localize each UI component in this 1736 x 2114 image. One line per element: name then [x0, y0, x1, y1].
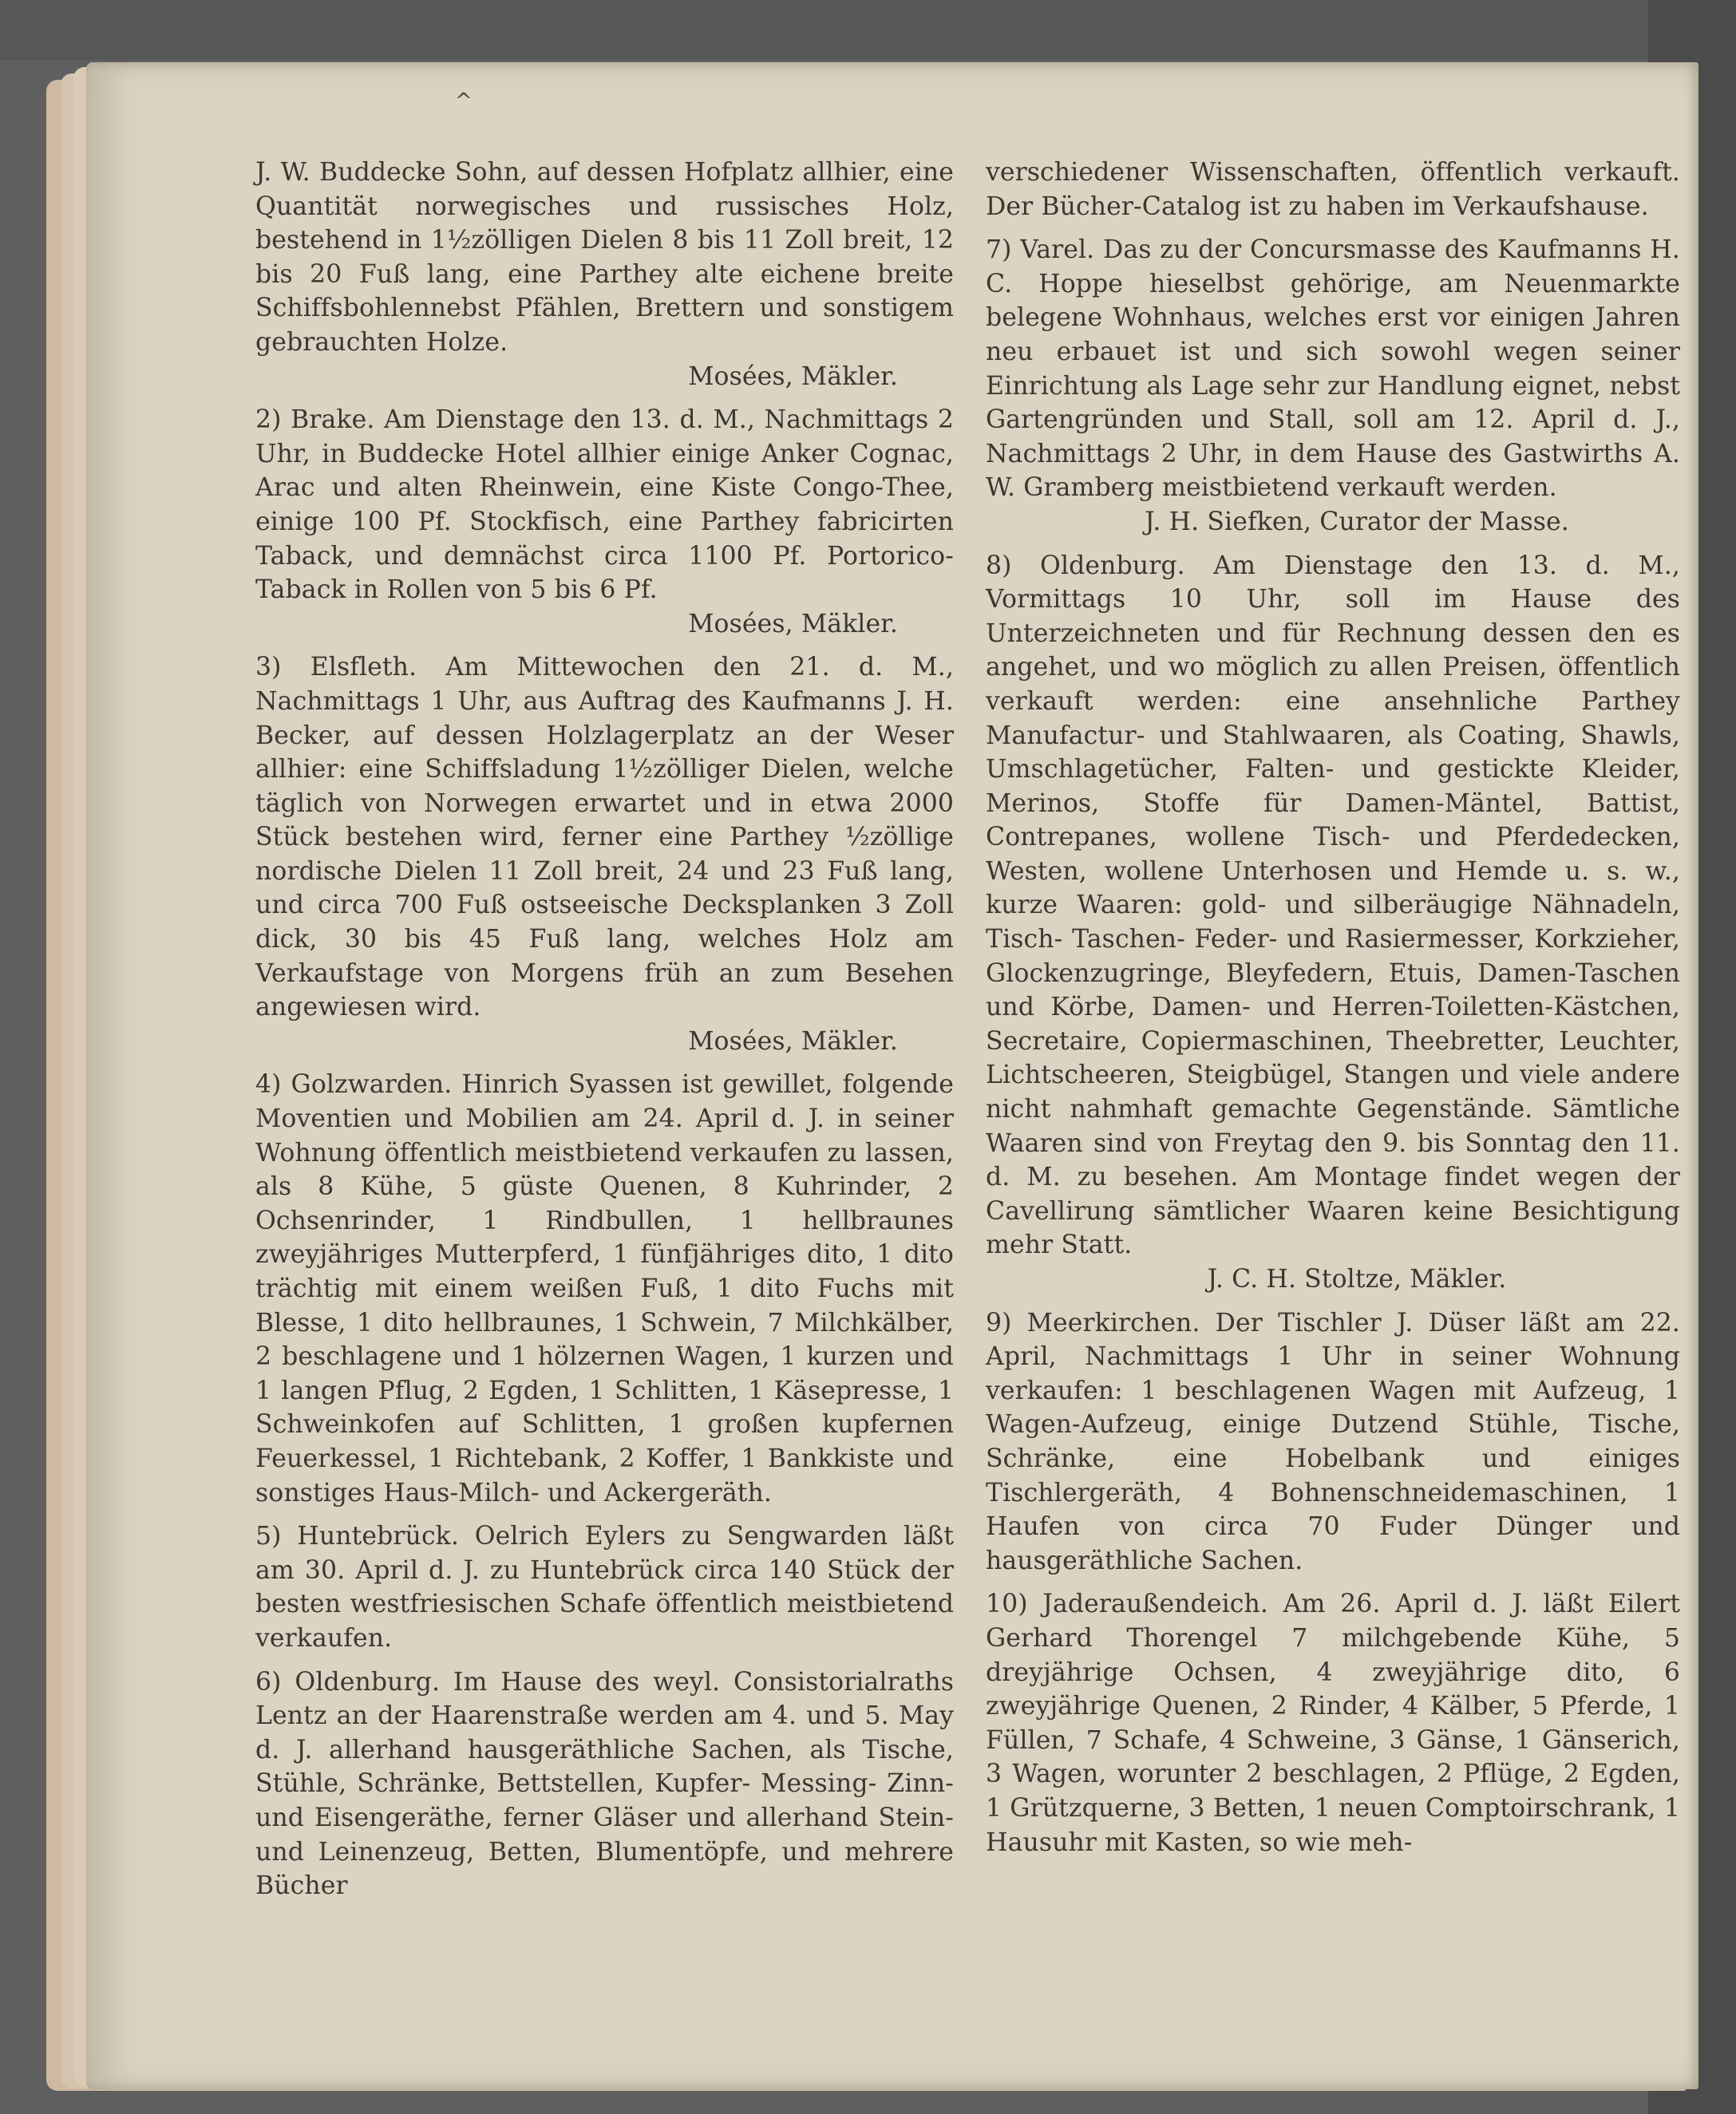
- notice-5-huntebrueck: 5) Huntebrück. Oelrich Eylers zu Sengwarden läßt am 30. April d. J. zu Huntebrück circa 140 Stück der besten westfriesischen Schafe öffentlich meistbietend verkaufen.: [255, 1522, 954, 1653]
- paragraph: J. W. Buddecke Sohn, auf dessen Hofplatz allhier, eine Quantität norwegisches und russisches Holz, bestehend in 1½zölligen Dielen 8 bis 11 Zoll breit, 12 bis 20 Fuß lang, eine Parthey alte eichene breite Schiffsbohlennebst Pfählen, Brettern und sonstigem gebrauchten Holze.: [255, 158, 954, 357]
- notice-9-meerkirchen: 9) Meerkirchen. Der Tischler J. Düser läßt am 22. April, Nachmittags 1 Uhr in seiner Wohnung verkaufen: 1 beschlagenen Wagen mit Aufzeug, 1 Wagen-Aufzeug, einige Dutzend Stühle, Tische, Schränke, eine Hobelbank und einiges Tischlergeräth, 4 Bohnenschneidemaschinen, 1 Haufen von circa 70 Fuder Dünger und hausgeräthliche Sachen.: [986, 1308, 1680, 1575]
- signature: J. C. H. Stoltze, Mäkler.: [1207, 1265, 1507, 1294]
- signature: J. H. Siefken, Curator der Masse.: [1145, 507, 1569, 536]
- notice-7-varel: 7) Varel. Das zu der Concursmasse des Kaufmanns H. C. Hoppe hieselbst gehörige, am Neuenmarkte belegene Wohnhaus, welches erst vor einigen Jahren neu erbauet ist und sich sowohl wegen seiner Einrichtung als Lage sehr zur Handlung eignet, nebst Gartengründen und Stall, soll am 12. April d. J., Nachmittags 2 Uhr, in dem Hause des Gastwirths A. W. Gramberg meistbietend verkauft werden.: [986, 235, 1680, 503]
- scan-background: [0, 0, 1736, 60]
- text-column-right: [986, 156, 1680, 1859]
- notice-3-elsfleth: 3) Elsfleth. Am Mittewochen den 21. d. M., Nachmittags 1 Uhr, aus Auftrag des Kaufmanns J. H. Becker, auf dessen Holzlagerplatz an der Weser allhier: eine Schiffsladung 1½zölliger Dielen, welche täglich von Norwegen erwartet und in etwa 2000 Stück bestehen wird, ferner eine Parthey ½zöllige nordische Dielen 11 Zoll breit, 24 und 23 Fuß lang, und circa 700 Fuß ostseeische Decksplanken 3 Zoll dick, 30 bis 45 Fuß lang, welches Holz am Verkaufstage von Morgens früh an zum Besehen angewiesen wird.: [255, 653, 954, 1022]
- notice-10-jaderaussendeich: 10) Jaderaußendeich. Am 26. April d. J. läßt Eilert Gerhard Thorengel 7 milchgebende Kühe, 5 dreyjährige Ochsen, 4 zweyjährige dito, 6 zweyjährige Quenen, 2 Rinder, 4 Kälber, 5 Pferde, 1 Füllen, 7 Schafe, 4 Schweine, 3 Gänse, 1 Gänserich, 3 Wagen, worunter 2 beschlagen, 2 Pflüge, 2 Egden, 1 Grützquerne, 3 Betten, 1 neuen Comptoirschrank, 1 Hausuhr mit Kasten, so wie meh-: [986, 1590, 1680, 1857]
- notice-2-brake: 2) Brake. Am Dienstage den 13. d. M., Nachmittags 2 Uhr, in Buddecke Hotel allhier einige Anker Cognac, Arac und alten Rheinwein, eine Kiste Congo-Thee, einige 100 Pf. Stockfisch, eine Parthey fabricirten Taback, und demnächst circa 1100 Pf. Portorico-Taback in Rollen von 5 bis 6 Pf.: [255, 405, 954, 605]
- paragraph: verschiedener Wissenschaften, öffentlich verkauft. Der Bücher-Catalog ist zu haben im Verkaufshause.: [986, 158, 1680, 221]
- notice-8-oldenburg: 8) Oldenburg. Am Dienstage den 13. d. M., Vormittags 10 Uhr, soll im Hause des Unterzeichneten und für Rechnung dessen den es angehet, und wo möglich zu allen Preisen, öffentlich verkauft werden: eine ansehnliche Parthey Manufactur- und Stahlwaaren, als Coating, Shawls, Umschlagetücher, Falten- und gestickte Kleider, Merinos, Stoffe für Damen-Mäntel, Battist, Contrepanes, wollene Tisch- und Pferdedecken, Westen, wollene Unterhosen und Hemde u. s. w., kurze Waaren: gold- und silberäugige Nähnadeln, Tisch- Taschen- Feder- und Rasiermesser, Korkzieher, Glockenzugringe, Bleyfedern, Etuis, Damen-Taschen und Körbe, Damen- und Herren-Toiletten-Kästchen, Secretaire, Copiermaschinen, Theebretter, Leuchter, Lichtscheeren, Steigbügel, Stangen und viele andere nicht nahmhaft gemachte Gegenstände. Sämtliche Waaren sind von Freytag den 9. bis Sonntag den 11. d. M. zu besehen. Am Montage findet wegen der Cavellirung sämtlicher Waaren keine Besichtigung mehr Statt.: [986, 551, 1680, 1260]
- text-column-left: [255, 156, 954, 1903]
- signature: Mosées, Mäkler.: [688, 609, 898, 638]
- signature: Mosées, Mäkler.: [688, 362, 898, 391]
- notice-6-oldenburg: 6) Oldenburg. Im Hause des weyl. Consistorialraths Lentz an der Haarenstraße werden am 4. und 5. May d. J. allerhand hausgeräthliche Sachen, als Tische, Stühle, Schränke, Bettstellen, Kupfer- Messing- Zinn- und Eisengeräthe, ferner Gläser und allerhand Stein- und Leinenzeug, Betten, Blumentöpfe, und mehrere Bücher: [255, 1667, 954, 1901]
- signature: Mosées, Mäkler.: [688, 1026, 898, 1056]
- ink-mark: ^: [455, 89, 473, 113]
- notice-4-golzwarden: 4) Golzwarden. Hinrich Syassen ist gewillet, folgende Moventien und Mobilien am 24. April d. J. in seiner Wohnung öffentlich meistbietend verkaufen zu lassen, als 8 Kühe, 5 güste Quenen, 8 Kuhrinder, 2 Ochsenrinder, 1 Rindbullen, 1 hellbraunes zweyjähriges Mutterpferd, 1 fünfjähriges dito, 1 dito trächtig mit einem weißen Fuß, 1 dito Fuchs mit Blesse, 1 dito hellbraunes, 1 Schwein, 7 Milchkälber, 2 beschlagene und 1 hölzernen Wagen, 1 kurzen und 1 langen Pflug, 2 Egden, 1 Schlitten, 1 Käsepresse, 1 Schweinkofen auf Schlitten, 1 großen kupfernen Feuerkessel, 1 Richtebank, 2 Koffer, 1 Bankkiste und sonstiges Haus-Milch- und Ackergeräth.: [255, 1070, 954, 1507]
